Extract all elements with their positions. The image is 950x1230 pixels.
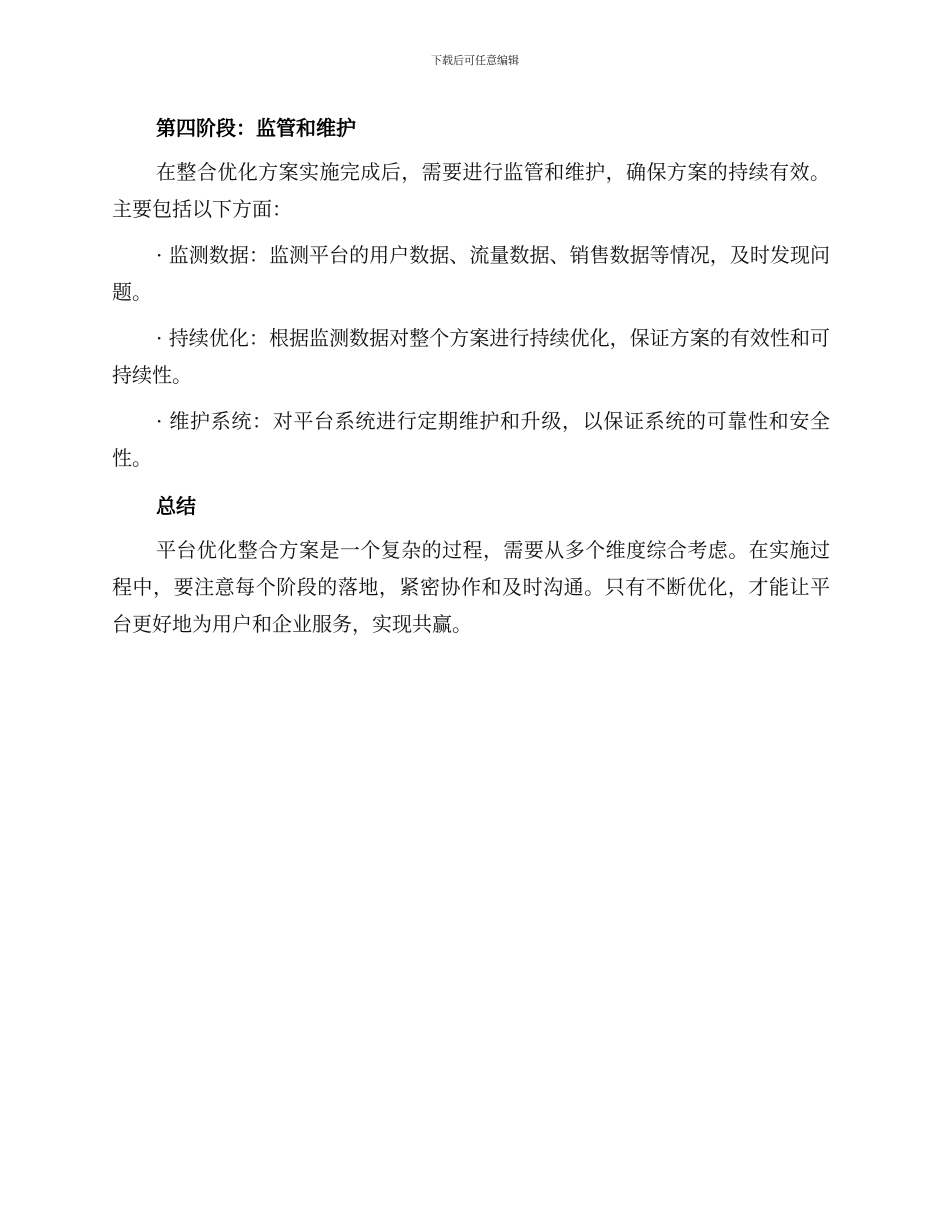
document-body (112, 108, 830, 643)
summary-paragraph: 平台优化整合方案是一个复杂的过程，需要从多个维度综合考虑。在实施过程中，要注意每个阶段的落地，紧密协作和及时沟通。只有不断优化，才能让平台更好地为用户和企业服务，实现共赢。 (112, 538, 830, 636)
bullet-continuous-optimization: · 持续优化：根据监测数据对整个方案进行持续优化，保证方案的有效性和可持续性。 (112, 326, 830, 387)
bullet-system-maintenance: · 维护系统：对平台系统进行定期维护和升级，以保证系统的可靠性和安全性。 (112, 409, 830, 470)
page-header: 下载后可任意编辑 (431, 54, 519, 67)
stage4-intro-paragraph: 在整合优化方案实施完成后，需要进行监管和维护，确保方案的持续有效。主要包括以下方面： (112, 160, 830, 221)
section-heading-summary: 总结 (156, 494, 196, 518)
section-heading-stage4: 第四阶段：监管和维护 (156, 116, 356, 140)
bullet-monitor-data: · 监测数据：监测平台的用户数据、流量数据、销售数据等情况，及时发现问题。 (112, 243, 830, 304)
